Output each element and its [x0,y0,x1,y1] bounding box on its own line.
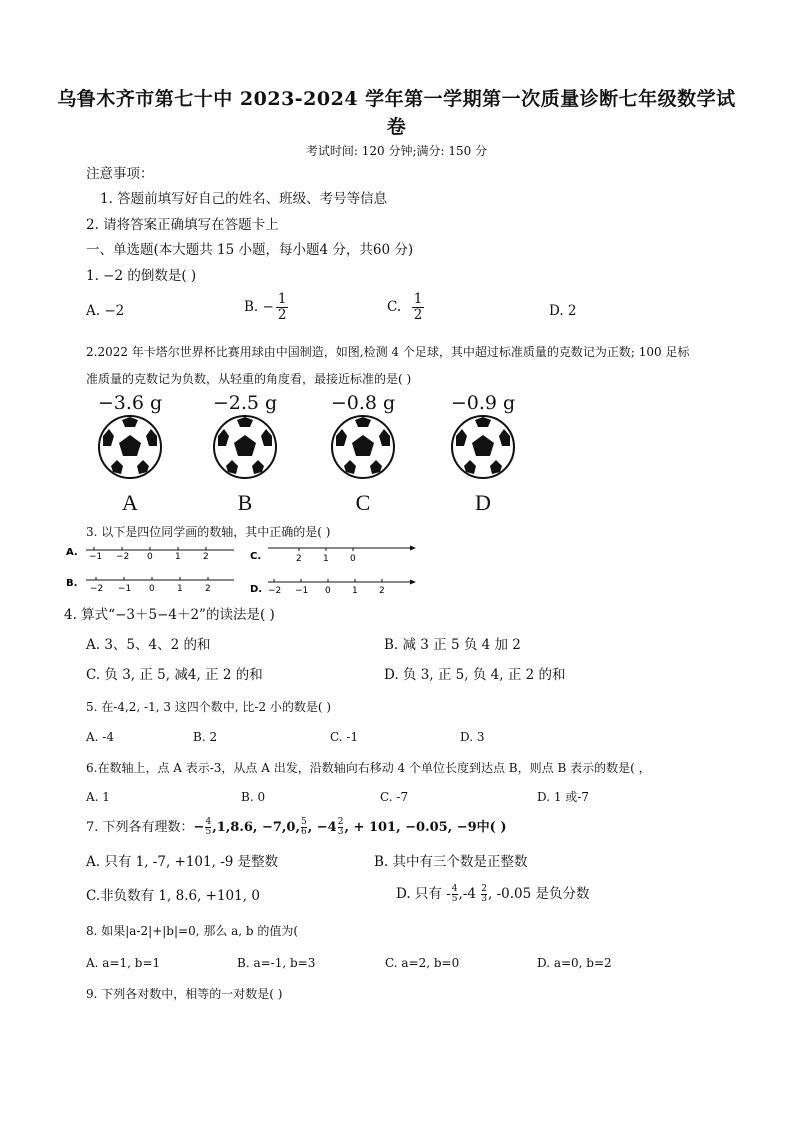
q3-b-tick-label: −2 [90,584,104,594]
q2-ball-c-mass: −0.8 g [330,392,396,414]
q1-option-b [244,292,290,323]
q8-option-a: A. a=1, b=1 [86,956,161,970]
q1-stem: 1. −2 的倒数是( ) [86,268,197,284]
q6-option-c: C. -7 [380,790,409,804]
q7-stem [86,818,507,837]
q3-b-tick-label: 1 [177,584,183,594]
q7-d-f2-den: 3 [481,894,487,904]
q5-stem: 5. 在-4,2, -1, 3 这四个数中, 比-2 小的数是( ) [86,700,332,714]
q7-f1-num: 4 [205,817,212,827]
q3-d-tick-label: 0 [325,586,331,596]
q4-option-d: D. 负 3, 正 5, 负 4, 正 2 的和 [384,667,566,683]
q7-d-fraction-1 [452,885,458,904]
q7-f2-num: 5 [301,817,307,827]
q7-f1-den: 5 [205,827,212,837]
q7-fraction-3 [338,818,344,837]
q7-f3-den: 3 [337,827,344,837]
q7-d-f1-num: 4 [451,884,458,894]
q8-option-d: D. a=0, b=2 [537,956,612,970]
q1-c-num: 1 [413,291,423,307]
q3-a-tick-label: −2 [116,552,130,562]
soccer-ball-icon [212,414,278,480]
soccer-ball-icon [330,414,396,480]
q3-c-label: C. [250,551,262,562]
q7-d-f2-num: 2 [481,884,487,894]
notes-item-2: 2. 请将答案正确填写在答题卡上 [86,217,279,233]
q1-option-c-fraction [412,292,425,323]
q7-stem-mid2: , −4 [307,820,337,835]
q2-ball-b-mass: −2.5 g [212,392,278,414]
q7-f2-den: 6 [301,827,307,837]
q8-stem: 8. 如果|a-2|+|b|=0, 那么 a, b 的值为( [86,924,299,938]
q3-b-tick-label: 2 [205,584,211,594]
q7-stem-prefix: 7. 下列各有理数： [86,820,194,835]
q7-d-f1-den: 5 [451,894,458,904]
q2-ball-c [318,392,408,516]
q1-b-num: 1 [277,291,287,307]
q5-option-d: D. 3 [460,730,485,744]
q5-option-a: A. -4 [86,730,114,744]
exam-title-line2: 卷 [386,116,407,138]
q1-c-den: 2 [413,307,423,323]
q3-number-lines [64,542,424,598]
q7-fraction-2 [301,818,307,837]
q1-option-b-fraction [276,292,289,323]
q3-b-label: B. [66,578,78,589]
q3-d-tick-label: 1 [352,586,358,596]
q2-ball-b-letter: B [237,490,253,515]
q1-option-b-prefix: B. − [244,299,274,315]
q4-stem: 4. 算式“−3＋5−4＋2”的读法是( ) [64,607,275,623]
q1-b-den: 2 [277,307,287,323]
q6-option-a: A. 1 [86,790,110,804]
q8-option-b: B. a=-1, b=3 [237,956,316,970]
q9-stem: 9. 下列各对数中，相等的一对数是( ) [86,987,283,1001]
q4-option-c: C. 负 3, 正 5, 减4, 正 2 的和 [86,667,263,683]
q3-c-tick-label: 1 [323,554,329,564]
q7-fraction-1 [205,818,211,837]
q4-option-a: A. 3、5、4、2 的和 [86,637,211,653]
q1-option-c-prefix: C. [387,299,402,315]
q3-a-tick-label: 2 [203,552,209,562]
q2-ball-d [438,392,528,516]
q2-ball-d-letter: D [475,490,491,515]
q7-f3-num: 2 [337,817,344,827]
q3-c-tick-label: 0 [350,554,356,564]
q2-ball-a-mass: −3.6 g [97,392,163,414]
q7-stem-mid1: ,1,8.6, −7,0, [212,820,300,835]
q6-option-b: B. 0 [241,790,266,804]
notes-item-1: 1. 答题前填写好自己的姓名、班级、考号等信息 [100,191,388,207]
q7-option-d [396,885,590,904]
q3-d-arrow [410,580,416,585]
q2-ball-a-letter: A [122,490,138,515]
q5-option-b: B. 2 [193,730,218,744]
q7-option-b: B. 其中有三个数是正整数 [374,854,528,870]
q3-a-tick-label: 1 [175,552,181,562]
exam-subtitle: 考试时间: 120 分钟;满分: 150 分 [305,144,488,158]
q7-d-end: , -0.05 是负分数 [488,886,590,902]
q7-option-a: A. 只有 1, -7, +101, -9 是整数 [86,854,279,870]
q2-ball-d-mass: −0.9 g [450,392,516,414]
q3-c-tick-label: 2 [296,554,302,564]
q5-option-c: C. -1 [330,730,359,744]
q7-d-mid: ,-4 [458,886,476,902]
q2-stem-line2: 准质量的克数记为负数，从轻重的角度看，最接近标准的是( ) [86,372,412,386]
q3-c-arrow [410,546,416,551]
q7-d-fraction-2 [481,885,487,904]
q3-a-tick-label: −1 [89,552,103,562]
q3-d-tick-label: −1 [295,586,309,596]
q3-a-tick-label: 0 [147,552,153,562]
exam-title-line1: 乌鲁木齐市第七十中 2023-2024 学年第一学期第一次质量诊断七年级数学试 [57,88,736,110]
q3-b-tick-label: −1 [118,584,132,594]
q3-b-tick-label: 0 [149,584,155,594]
q3-d-tick-label: 2 [379,586,385,596]
q6-stem: 6.在数轴上，点 A 表示-3，从点 A 出发，沿数轴向右移动 4 个单位长度到达点 B，则点 B 表示的数是( ， [86,761,651,775]
q7-d-prefix: D. 只有 - [396,886,451,902]
q2-ball-c-letter: C [355,490,371,515]
q3-a-label: A. [66,547,78,558]
q8-option-c: C. a=2, b=0 [385,956,460,970]
q2-ball-b [200,392,290,516]
notes-heading: 注意事项： [86,166,154,182]
q3-d-label: D. [250,584,263,595]
q1-option-a: A. −2 [86,303,125,319]
q7-stem-end: , + 101, −0.05, −9中( ) [344,820,507,835]
soccer-ball-icon [97,414,163,480]
q6-option-d: D. 1 或-7 [537,790,589,804]
q3-d-tick-label: −2 [268,586,282,596]
soccer-ball-icon [450,414,516,480]
q1-option-d: D. 2 [549,303,577,319]
section-heading: 一、单选题(本大题共 15 小题，每小题4 分，共60 分) [86,242,414,258]
q1-option-c [387,292,426,323]
q2-stem-line1: 2.2022 年卡塔尔世界杯比赛用球由中国制造，如图,检测 4 个足球，其中超过标准质量的克数记为正数; 100 足标 [86,345,690,359]
q7-option-c: C.非负数有 1, 8.6, +101, 0 [86,888,260,904]
q4-option-b: B. 减 3 正 5 负 4 加 2 [384,637,521,653]
q2-ball-a [85,392,175,516]
q3-stem: 3. 以下是四位同学画的数轴，其中正确的是( ) [86,525,331,539]
q7-stem-minus: − [193,820,205,835]
